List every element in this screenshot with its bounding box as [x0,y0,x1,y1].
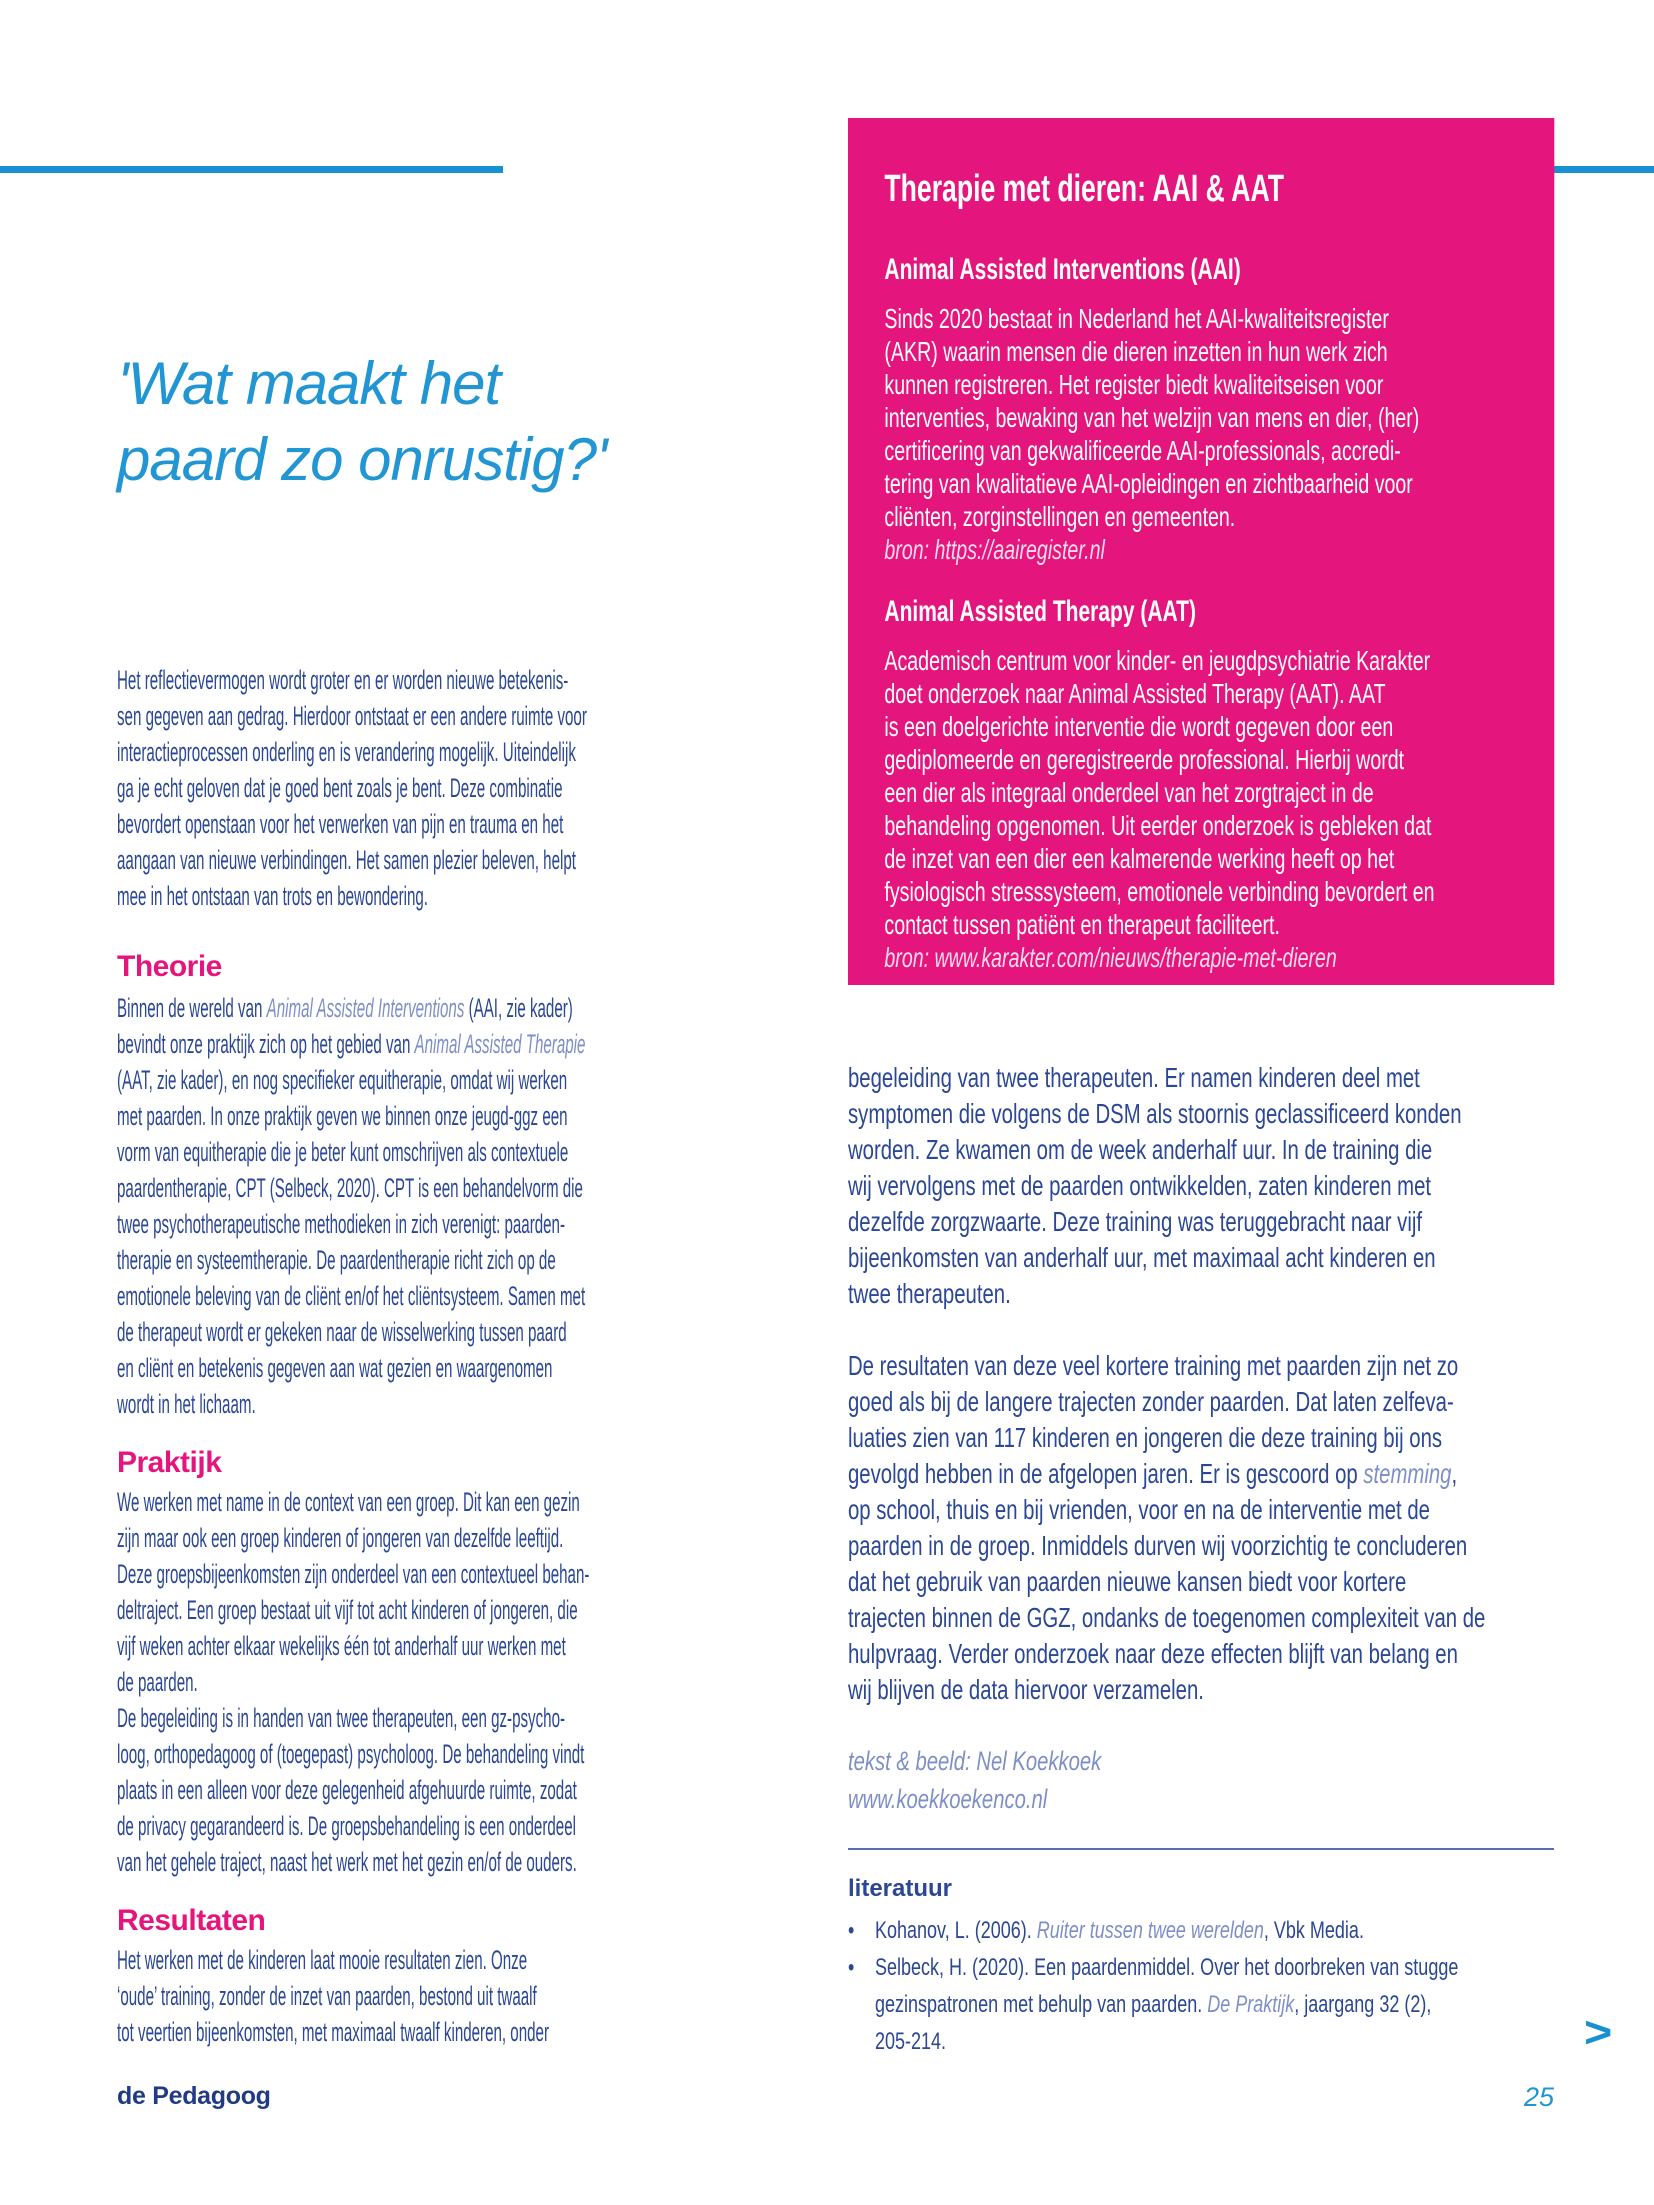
pull-quote-line-1: 'Wat maakt het [117,350,501,417]
section-theorie [117,948,632,1422]
section-resultaten [117,1902,632,2050]
literature-item-text: Selbeck, H. (2020). Een paardenmiddel. Over het doorbreken van stugge gezinspatronen met behulp van paarden. De Praktijk, jaargang 32 (2), 205-214. [875,1954,1459,2055]
next-page-chevron-icon[interactable]: > [1584,2008,1613,2057]
bullet-icon: • [848,1917,855,1944]
section-heading-resultaten: Resultaten [117,1904,266,1937]
article-credits: tekst & beeld: Nel Koekkoek www.koekkoekenco.nl [848,1746,1102,1814]
top-rule-left [0,166,503,173]
intro-paragraph: Het reflectievermogen wordt groter en er worden nieuwe betekenis- sen gegeven aan gedrag. Hierdoor ontstaat er een andere ruimte voor interactieprocessen onderling en is verandering mogelijk. Uiteindelijk ga je echt geloven dat je goed bent zoals je bent. Deze combinatie bevordert openstaan voor het verwerken van pijn en trauma en het aangaan van nieuwe verbindingen. Het samen plezier beleven, helpt mee in het ontstaan van trots en bewondering. [117,665,587,911]
section-heading-theorie: Theorie [117,950,222,983]
section-heading-praktijk: Praktijk [117,1446,222,1479]
section-paragraph-praktijk: We werken met name in de context van een groep. Dit kan een gezin zijn maar ook een groep kinderen of jongeren van dezelfde leeftijd. Deze groepsbijeenkomsten zijn onderdeel van een contextueel behan- deltraject. Een groep bestaat uit vijf tot acht kinderen of jongeren, die vijf weken achter elkaar wekelijks één tot anderhalf uur werken met de paarden. De begeleiding is in handen van twee therapeuten, een gz-psycho- loog, orthopedagoog of (toegepast) psycholoog. De behandeling vindt plaats in een alleen voor deze gelegenheid afgehuurde ruimte, zodat de privacy gegarandeerd is. De groepsbehandeling is een onderdeel van het gehele traject, naast het werk met het gezin en/of de ouders. [117,1487,590,1877]
section-paragraph-resultaten: Het werken met de kinderen laat mooie resultaten zien. Onze ‘oude’ training, zonder de inzet van paarden, bestond uit twaalf tot veertien bijeenkomsten, met maximaal twaalf kinderen, onder [117,1945,549,2047]
page-number: 25 [1523,2082,1554,2112]
literature-item-text: Kohanov, L. (2006). Ruiter tussen twee werelden, Vbk Media. [875,1917,1364,1944]
literature-heading: literatuur [848,1875,953,1902]
literature-item [848,1912,1554,1949]
infobox-heading-aai: Animal Assisted Interventions (AAI) [884,253,1241,286]
infobox-therapy [848,118,1554,985]
pull-quote-heading [117,346,606,498]
infobox-title: Therapie met dieren: AAI & AAT [884,168,1284,210]
infobox-heading-aat: Animal Assisted Therapy (AAT) [884,595,1196,628]
literature-divider [848,1848,1554,1850]
pull-quote-line-2: paard zo onrustig?' [117,426,607,493]
right-paragraph-1: begeleiding van twee therapeuten. Er namen kinderen deel met symptomen die volgens de DSM als stoornis geclassificeerd konden worden. Ze kwamen om de week anderhalf uur. In de training die wij vervolgens met de paarden ontwikkelden, zaten kinderen met dezelfde zorgzwaarte. Deze training was teruggebracht naar vijf bijeenkomsten van anderhalf uur, met maximaal acht kinderen en twee therapeuten. [848,1062,1462,1309]
magazine-name: de Pedagoog [117,2082,271,2110]
section-paragraph-theorie: Binnen de wereld van Animal Assisted Interventions (AAI, zie kader) bevindt onze praktijk zich op het gebied van Animal Assisted Therapie (AAT, zie kader), en nog specifieker equitherapie, omdat wij werken met paarden. In onze praktijk geven we binnen onze jeugd-ggz een vorm van equitherapie die je beter kunt omschrijven als contextuele paardentherapie, CPT (Selbeck, 2020). CPT is een behandelvorm die twee psychotherapeutische methodieken in zich verenigt: paarden- therapie en systeemtherapie. De paardentherapie richt zich op de emotionele beleving van de cliënt en/of het cliëntsysteem. Samen met de therapeut wordt er gekeken naar de wisselwerking tussen paard en cliënt en betekenis gegeven aan wat gezien en waargenomen wordt in het lichaam. [117,993,586,1419]
right-column [848,1060,1558,2060]
top-rule-right [1554,166,1654,173]
bullet-icon: • [848,1954,855,1981]
literature-item [848,1949,1554,2060]
literature-list [848,1912,1554,2060]
infobox-paragraph-aai: Sinds 2020 bestaat in Nederland het AAI-kwaliteitsregister (AKR) waarin mensen die dieren inzetten in hun werk zich kunnen registreren. Het register biedt kwaliteitseisen voor interventies, bewaking van het welzijn van mens en dier, (her) certificering van gekwalificeerde AAI-professionals, accredi- tering van kwalitatieve AAI-opleidingen en zichtbaarheid voor cliënten, zorginstellingen en gemeenten. bron: https://aairegister.nl [884,303,1420,565]
right-paragraph-2: De resultaten van deze veel kortere training met paarden zijn net zo goed als bij de langere trajecten zonder paarden. Dat laten zelfeva- luaties zien van 117 kinderen en jongeren die deze training bij ons gevolgd hebben in de afgelopen jaren. Er is gescoord op stemming, op school, thuis en bij vrienden, voor en na de interventie met de paarden in de groep. Inmiddels durven wij voorzichtig te concluderen dat het gebruik van paarden nieuwe kansen biedt voor kortere trajecten binnen de GGZ, ondanks de toegenomen complexiteit van de hulpvraag. Verder onderzoek naar deze effecten blijft van belang en wij blijven de data hiervoor verzamelen. [848,1350,1486,1705]
left-column [117,662,632,2050]
infobox-paragraph-aat: Academisch centrum voor kinder- en jeugdpsychiatrie Karakter doet onderzoek naar Animal Assisted Therapy (AAT). AAT is een doelgerichte interventie die wordt gegeven door een gediplomeerde en geregistreerde professional. Hierbij wordt een dier als integraal onderdeel van het zorgtraject in de behandeling opgenomen. Uit eerder onderzoek is gebleken dat de inzet van een dier een kalmerende werking heeft op het fysiologisch stresssysteem, emotionele verbinding bevordert en contact tussen patiënt en therapeut faciliteert. bron: www.karakter.com/nieuws/therapie-met-dieren [884,645,1435,973]
section-praktijk [117,1444,632,1880]
